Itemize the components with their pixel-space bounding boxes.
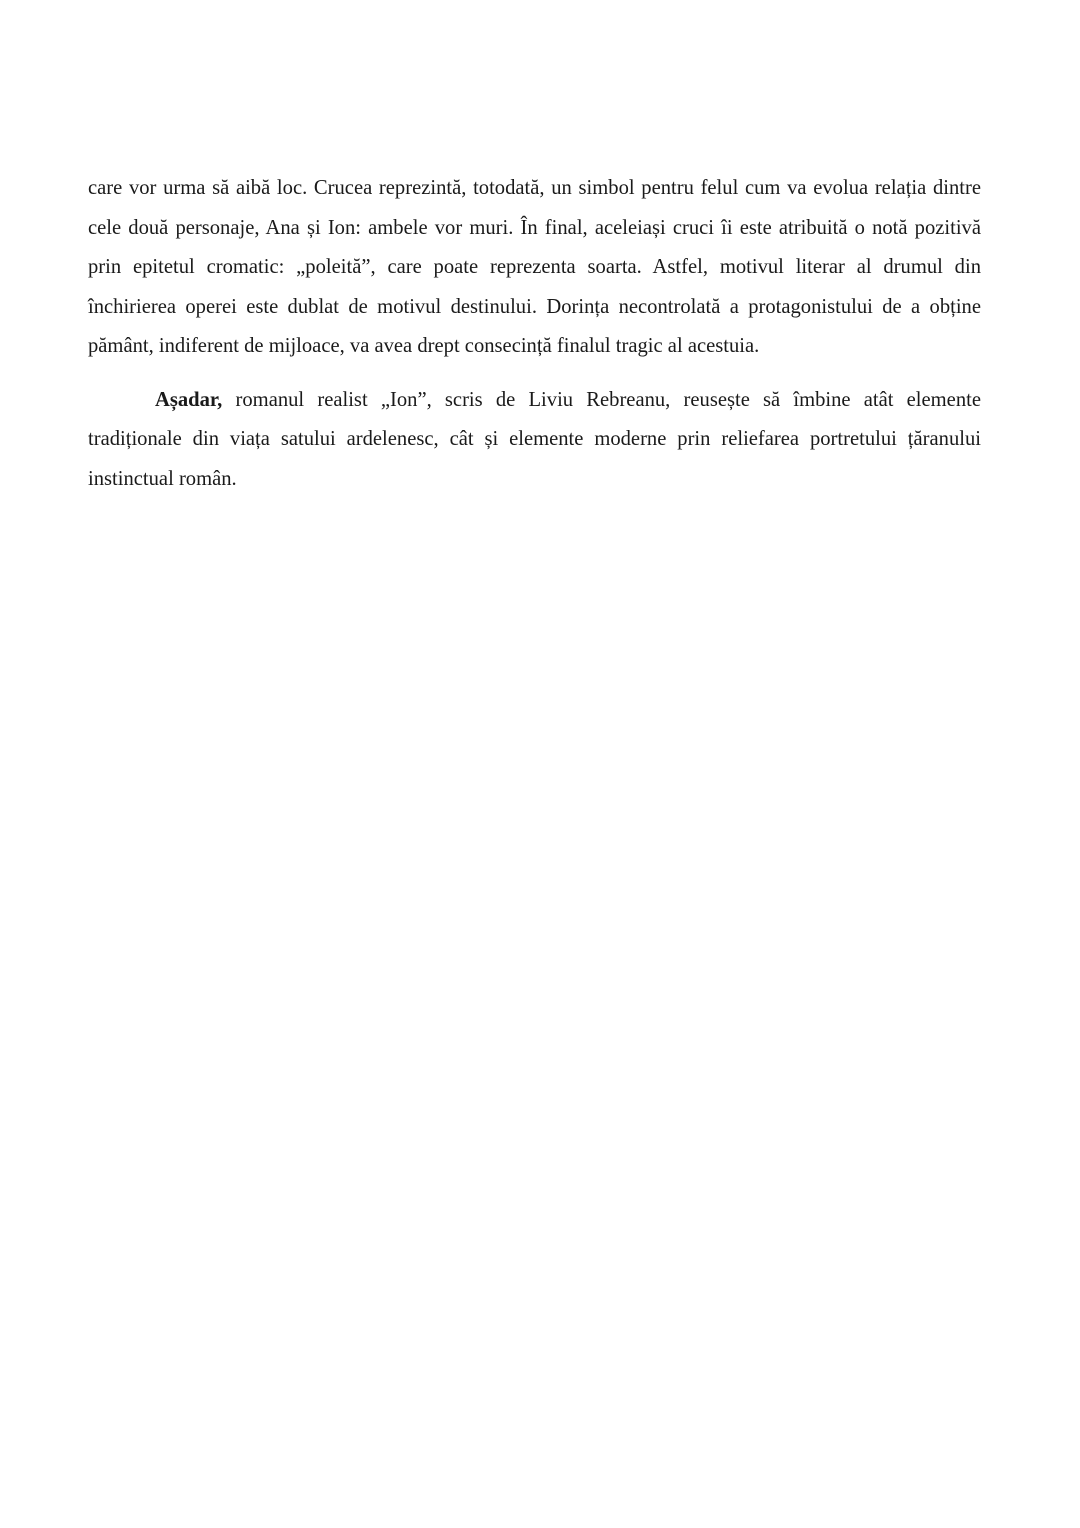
paragraph-conclusion <box>88 381 981 500</box>
document-body <box>88 169 981 499</box>
paragraph-crucea-symbol <box>88 169 981 367</box>
paragraph-text: care vor urma să aibă loc. Crucea reprezintă, totodată, un simbol pentru felul cum va evolua relația dintre cele două personaje, Ana și Ion: ambele vor muri. În final, aceleiași cruci îi este atribuită o notă pozitivă prin epitetul cromatic: „poleită”, care poate reprezenta soarta. Astfel, motivul literar al drumul din închirierea operei este dublat de motivul destinului. Dorința necontrolată a protagonistului de a obține pământ, indiferent de mijloace, va avea drept consecință finalul tragic al acestuia. <box>88 177 981 357</box>
paragraph-text: romanul realist „Ion”, scris de Liviu Rebreanu, reusește să îmbine atât elemente tradiționale din viața satului ardelenesc, cât și elemente moderne prin reliefarea portretului țăranului instinctual român. <box>88 388 981 490</box>
conclusion-lead-word: Așadar, <box>155 388 223 411</box>
